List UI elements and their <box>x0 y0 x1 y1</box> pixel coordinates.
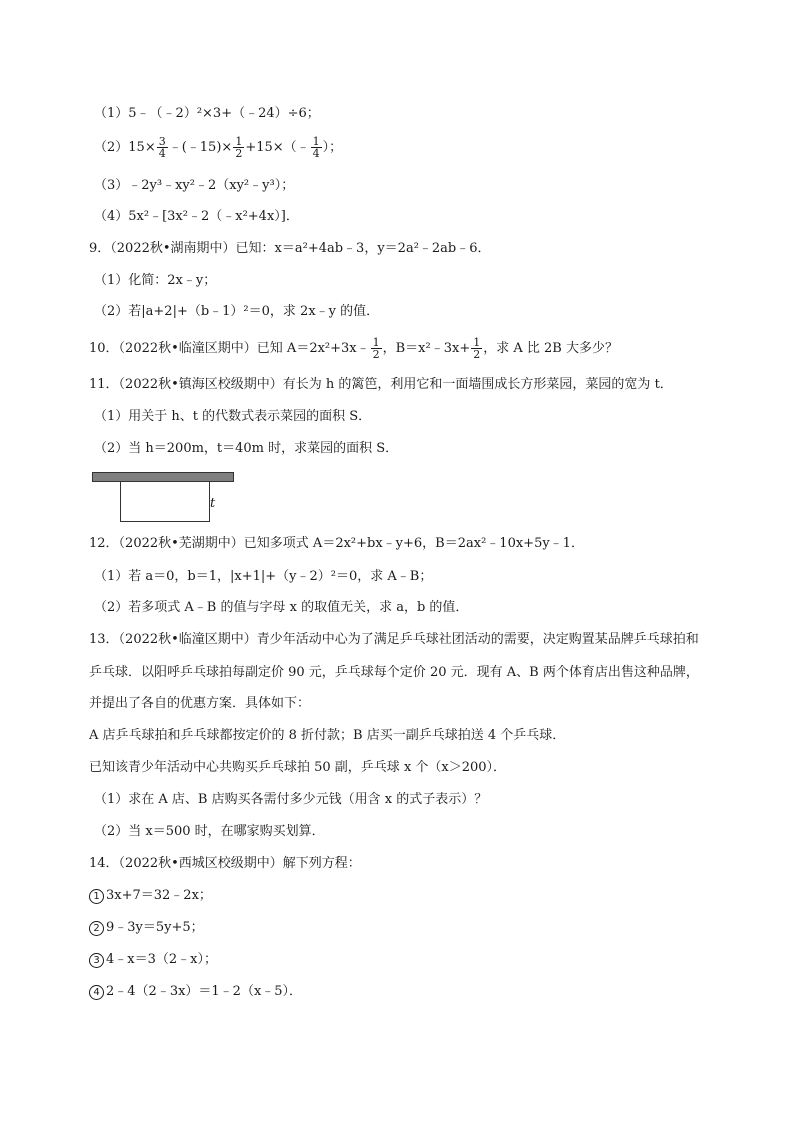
fraction-denominator: 4 <box>158 147 166 160</box>
q14-item-4 <box>89 982 302 1002</box>
fraction-numerator: 1 <box>312 135 320 148</box>
fraction-numerator: 1 <box>372 336 380 349</box>
q14-item-1 <box>89 886 212 906</box>
q13-line5: 已知该青少年活动中心共购买乒乓球拍 50 副，乒乓球 x 个（x＞200）． <box>89 760 507 775</box>
q11-stem: 11．（2022秋•镇海区校级期中）有长为 h 的篱笆，利用它和一面墙围成长方形菜园，菜园的宽为 t． <box>89 377 673 392</box>
q11-part1: （1）用关于 h、t 的代数式表示菜园的面积 S． <box>94 409 372 424</box>
q12-part1: （1）若 a＝0，b＝1，|x+1|+（y﹣2）²＝0，求 A﹣B； <box>94 569 433 584</box>
q8-part2-pre: （2）15× <box>94 140 156 155</box>
fraction <box>157 136 168 159</box>
garden-rectangle-figure <box>120 481 210 522</box>
equation-text: 2﹣4（2﹣3x）＝1﹣2（x﹣5）． <box>106 984 303 999</box>
circled-number: 3 <box>89 953 104 968</box>
q12-stem: 12．（2022秋•芜湖期中）已知多项式 A＝2x²+bx﹣y+6，B＝2ax²﹣10x+5y﹣1． <box>89 536 584 551</box>
q8-part3: （3）﹣2y³﹣xy²﹣2（xy²﹣y³）； <box>94 178 295 193</box>
q13-line1: 13．（2022秋•临潼区期中）青少年活动中心为了满足乒乓球社团活动的需要，决定购置某品牌乒乓球拍和 <box>89 632 699 647</box>
fraction-numerator: 1 <box>235 135 243 148</box>
circled-number: 2 <box>89 921 104 936</box>
q10-stem <box>89 337 618 360</box>
q14-item-3 <box>89 950 217 970</box>
q13-part2: （2）当 x＝500 时，在哪家购买划算． <box>94 824 325 839</box>
q13-line4: A 店乒乓球拍和乒乓球都按定价的 8 折付款；B 店买一副乒乓球拍送 4 个乒乓球． <box>89 728 566 743</box>
q8-part2 <box>94 136 342 159</box>
equation-text: 9﹣3y＝5y+5； <box>106 920 204 935</box>
q8-part2-mid2: +15×（﹣ <box>245 140 310 155</box>
q10-end: ，求 A 比 2B 大多少？ <box>483 341 618 356</box>
fraction <box>471 337 482 360</box>
q13-part1: （1）求在 A 店、B 店购买各需付多少元钱（用含 x 的式子表示）？ <box>94 792 488 807</box>
fraction <box>233 136 244 159</box>
fraction-denominator: 4 <box>312 147 320 160</box>
q9-part1: （1）化简：2x﹣y； <box>94 273 217 288</box>
q9-part2: （2）若|a+2|+（b﹣1）²＝0，求 2x﹣y 的值． <box>94 304 380 319</box>
q14-stem: 14．（2022秋•西城区校级期中）解下列方程： <box>89 856 361 871</box>
fraction-numerator: 3 <box>158 135 166 148</box>
equation-text: 4﹣x＝3（2﹣x）； <box>106 952 217 967</box>
q8-part4: （4）5x²﹣[3x²﹣2（﹣x²+4x）]． <box>94 209 299 224</box>
fraction <box>371 337 382 360</box>
q8-part2-mid1: ﹣(﹣15)× <box>168 140 233 155</box>
equation-text: 3x+7＝32﹣2x； <box>106 888 212 903</box>
q12-part2: （2）若多项式 A﹣B 的值与字母 x 的取值无关，求 a，b 的值． <box>94 600 469 615</box>
q8-part2-end: ）； <box>322 140 343 155</box>
q8-part1: （1）5﹣（﹣2）²×3+（﹣24）÷6； <box>94 106 320 121</box>
fraction-denominator: 2 <box>372 348 380 361</box>
fraction-denominator: 2 <box>235 147 243 160</box>
q9-stem: 9．（2022秋•湖南期中）已知：x＝a²+4ab﹣3，y＝2a²﹣2ab﹣6． <box>89 241 491 256</box>
fraction-denominator: 2 <box>473 348 481 361</box>
circled-number: 4 <box>89 985 104 1000</box>
fraction <box>311 136 322 159</box>
width-label: t <box>210 496 216 511</box>
circled-number: 1 <box>89 889 104 904</box>
fraction-numerator: 1 <box>473 336 481 349</box>
q14-item-2 <box>89 918 204 938</box>
q11-part2: （2）当 h＝200m，t＝40m 时，求菜园的面积 S． <box>94 441 399 456</box>
q10-mid: ，B＝x²﹣3x+ <box>382 341 471 356</box>
q13-line3: 并提出了各自的优惠方案．具体如下： <box>89 696 311 711</box>
q10-pre: 10．（2022秋•临潼区期中）已知 A＝2x²+3x﹣ <box>89 341 370 356</box>
q13-line2: 乒乓球．以阳呼乒乓球拍每副定价 90 元，乒乓球每个定价 20 元．现有 A、B 两个体育店出售这种品牌， <box>89 665 699 680</box>
